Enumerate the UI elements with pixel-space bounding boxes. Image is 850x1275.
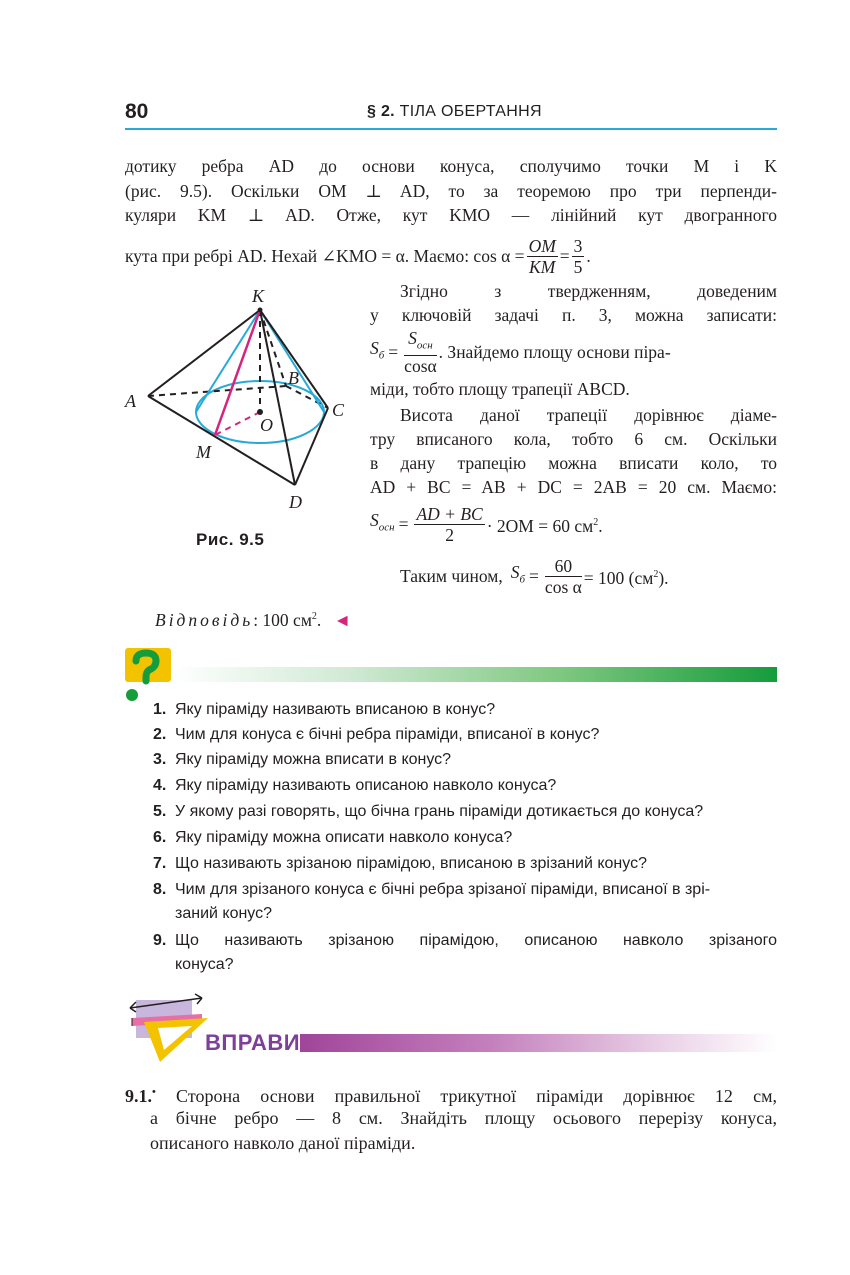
edge-ab-hidden — [148, 386, 286, 396]
right-line-3-rest: . Знайдемо площу основи піра- — [438, 342, 671, 362]
fraction-om-km — [527, 236, 558, 277]
label-o: O — [260, 415, 273, 435]
section-header — [367, 103, 542, 121]
answer-label: Відповідь — [155, 609, 254, 630]
fraction-denominator: cos α — [544, 576, 582, 597]
right-line-5: Висота даної трапеції дорівнює діаме- — [400, 405, 777, 425]
fraction-numerator: $S_{осн}$ — [404, 328, 437, 357]
fraction-numerator: 3 — [573, 235, 583, 256]
equals-sign: = — [529, 566, 539, 586]
fraction-denominator: KM — [529, 256, 556, 277]
question-item: 5. У якому разі говорять, що бічна грань піраміди дотикається до конуса? — [153, 803, 704, 820]
exercises-icon — [122, 992, 212, 1066]
s-lateral: $S_б$ — [370, 338, 385, 362]
exercise-9-1-line-1: 9.1.• Сторона основи правильної трикутної піраміди дорівнює 12 см, — [125, 1086, 777, 1106]
intro-line-1: дотику ребра AD до основи конуса, сполучимо точки M і K — [125, 156, 777, 176]
answer-line — [155, 605, 351, 632]
question-item: 2. Чим для конуса є бічні ребра піраміди, вписаної в конус? — [153, 726, 600, 743]
intro-line-4 — [125, 232, 591, 280]
fraction-sosn-cos — [404, 328, 437, 377]
fraction-3-5 — [572, 236, 585, 277]
exercises-label: ВПРАВИ — [205, 1030, 301, 1055]
fraction-ad-bc — [414, 504, 484, 545]
question-item: 3. Яку піраміду можна вписати в конус? — [153, 751, 452, 768]
edge-ad — [148, 396, 295, 485]
fraction-numerator: AD + BC — [416, 503, 483, 524]
question-item-continuation: конуса? — [175, 956, 234, 973]
intro-line-2: (рис. 9.5). Оскільки OM ⊥ AD, то за теоремою про три перпенди- — [125, 181, 777, 201]
label-k: K — [252, 286, 265, 306]
edge-cd — [295, 408, 328, 485]
exercise-9-1-line-2: а бічне ребро — 8 см. Знайдіть площу осьового перерізу конуса, — [150, 1108, 777, 1128]
s-base: $S_{осн}$ — [370, 510, 395, 534]
fraction-denominator: 2 — [445, 524, 454, 545]
label-c: C — [332, 400, 345, 420]
pyramid-cone-figure — [120, 280, 350, 520]
figure-caption: Рис. 9.5 — [196, 530, 265, 549]
fraction-numerator: OM — [528, 235, 556, 256]
exercises-header-bar — [300, 1034, 777, 1052]
equals-sign: = — [398, 514, 409, 534]
right-line-2: у ключовій задачі п. 3, можна записати: — [370, 305, 777, 325]
right-line-8: AD + BC = AB + DC = 2AB = 20 см. Маємо: — [370, 477, 777, 497]
right-line-9 — [370, 500, 603, 548]
equals-sign: = — [388, 342, 399, 362]
question-item: 1. Яку піраміду називають вписаною в конус? — [153, 701, 496, 718]
right-line-6: тру вписаного кола, тобто 6 см. Оскільки — [370, 429, 777, 449]
label-b: B — [288, 368, 299, 388]
fraction-60-cos — [545, 556, 582, 597]
right-line-9-rest: · 2OM = 60 $см^2$. — [486, 515, 603, 536]
right-line-10 — [400, 552, 669, 600]
fraction-denominator: 5 — [573, 256, 583, 277]
exercise-9-1-line-3: описаного навколо даної піраміди. — [150, 1133, 416, 1153]
label-d: D — [289, 492, 302, 512]
fraction-numerator: 60 — [545, 556, 582, 577]
answer-end: . — [316, 609, 322, 630]
fraction-denominator: cosα — [404, 356, 437, 377]
right-line-3 — [370, 327, 671, 377]
s-lateral: $S_б$ — [510, 562, 526, 586]
question-item: 8. Чим для зрізаного конуса є бічні ребра зрізаної піраміди, вписаної в зрі- — [153, 881, 711, 898]
questions-header-bar — [172, 667, 777, 682]
right-line-10-rest: = 100 $(см^2)$. — [583, 567, 669, 588]
label-a: A — [125, 391, 136, 411]
question-mark-icon — [122, 647, 174, 703]
right-line-1: Згідно з твердженням, доведеним — [400, 281, 777, 301]
right-line-4: міди, тобто площу трапеції ABCD. — [370, 379, 630, 399]
answer-sup: 2 — [311, 611, 317, 622]
equals-sign: = — [559, 246, 570, 266]
answer-value: : 100 см — [253, 609, 312, 630]
right-line-10-text: Таким чином, — [400, 566, 503, 586]
question-item-continuation: заний конус? — [175, 905, 273, 922]
intro-line-3: куляри KM ⊥ AD. Отже, кут KMO — лінійний кут двогранного — [125, 205, 777, 225]
right-line-7: в дану трапецію можна вписати коло, то — [370, 453, 777, 473]
question-item: 7. Що називають зрізаною пірамідою, вписаною в зрізаний конус? — [153, 855, 647, 872]
header-rule — [125, 128, 777, 130]
period: . — [586, 246, 591, 266]
question-item: 4. Яку піраміду називають описаною навколо конуса? — [153, 777, 557, 794]
question-item: 6. Яку піраміду можна описати навколо конуса? — [153, 829, 513, 846]
intro-line-4-text: кута при ребрі AD. Нехай ∠KMO = α. Маємо: cos α = — [125, 246, 525, 266]
question-item: 9. Що називають зрізаною пірамідою, описаною навколо зрізаного — [153, 932, 777, 949]
exercise-number: 9.1.• — [125, 1086, 156, 1106]
end-of-solution-marker: ◄ — [333, 609, 351, 630]
point-k — [258, 308, 263, 313]
label-m: M — [196, 442, 211, 462]
section-number: § 2. — [367, 103, 395, 120]
section-title: ТІЛА ОБЕРТАННЯ — [399, 103, 542, 120]
page-number: 80 — [125, 100, 149, 123]
